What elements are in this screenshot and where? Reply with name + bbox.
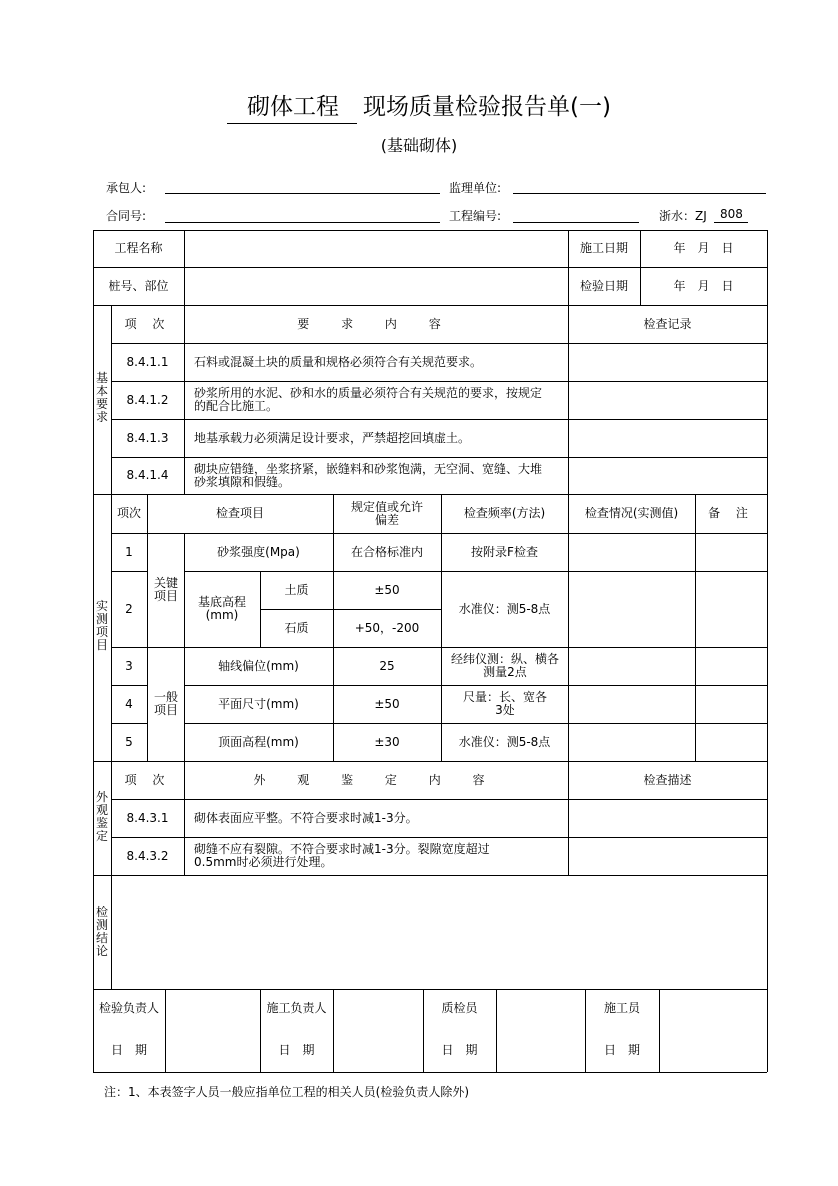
key-items-label: 关键项目: [153, 576, 178, 603]
measured-row-no: 1: [125, 544, 133, 559]
appearance-col-desc: 检查描述: [643, 772, 692, 787]
basic-row-code: 8.4.1.1: [126, 354, 169, 369]
measured-row-no: 4: [125, 696, 133, 711]
conclusion-field[interactable]: [112, 876, 766, 989]
appearance-col-item: 项 次: [124, 772, 171, 787]
measured-row-subitem: 土质: [284, 582, 309, 597]
appearance-row-text: 砌体表面应平整。不符合要求时减1-3分。: [194, 810, 418, 825]
measured-row-tolerance: 25: [379, 658, 395, 673]
measured-row-item: 平面尺寸(mm): [218, 696, 299, 711]
appearance-col-content: 外 观 鉴 定 内 容: [253, 772, 499, 787]
measured-row-item: 轴线偏位(mm): [218, 658, 299, 673]
measured-col-freq: 检查频率(方法): [463, 506, 546, 520]
measured-col-remark: 备 注: [708, 506, 754, 520]
measured-row-freq: 水准仪：测5-8点: [458, 601, 551, 616]
measured-col-result: 检查情况(实测值): [584, 506, 679, 520]
measured-row-item: 顶面高程(mm): [218, 734, 299, 749]
basic-col-content: 要 求 内 容: [297, 316, 455, 331]
inspector-date-label: 日 期: [110, 1042, 147, 1057]
basic-row-code: 8.4.1.4: [126, 468, 169, 482]
measured-row-item: 基底高程(mm): [197, 595, 246, 622]
conclusion-section-label: 检测结论: [95, 905, 108, 958]
basic-section-label: 基本要求: [95, 371, 108, 424]
measured-row-freq: 尺量：长、宽各3处: [462, 690, 547, 717]
project-name-field[interactable]: [185, 231, 568, 267]
appearance-row-code: 8.4.3.1: [126, 810, 169, 825]
measured-row-freq: 按附录F检查: [471, 544, 538, 559]
title-main: 现场质量检验报告单(一): [363, 94, 611, 120]
project-no-label: 工程编号:: [449, 209, 502, 223]
form-code-underline: [714, 222, 748, 223]
project-no-field[interactable]: [513, 222, 639, 223]
measured-row-tolerance: 在合格标准内: [350, 544, 423, 559]
general-items-label: 一般项目: [153, 690, 178, 717]
basic-col-item: 项 次: [124, 316, 171, 331]
contractor-field[interactable]: [165, 193, 440, 194]
contractor-label: 承包人:: [106, 181, 147, 195]
measured-row-no: 2: [125, 601, 133, 616]
footer-note: 注：1、本表签字人员一般应指单位工程的相关人员(检验负责人除外): [104, 1085, 470, 1099]
qc-date-label: 日 期: [441, 1042, 478, 1057]
basic-row-text: 地基承载力必须满足设计要求，严禁超挖回填虚土。: [194, 430, 471, 445]
form-code: 808: [720, 207, 743, 221]
basic-col-record: 检查记录: [643, 316, 692, 331]
appearance-row-code: 8.4.3.2: [126, 848, 169, 863]
contract-no-field[interactable]: [165, 222, 440, 223]
basic-row-text: 石料或混凝土块的质量和规格必须符合有关规范要求。: [194, 354, 483, 369]
construction-date-field[interactable]: 年 月 日: [673, 241, 734, 255]
basic-row-text: 砂浆所用的水泥、砂和水的质量必须符合有关规范的要求，按规定的配合比施工。: [194, 386, 543, 413]
measured-row-tolerance: ±50: [374, 582, 400, 597]
construction-date-label: 施工日期: [579, 241, 628, 255]
inspection-date-label: 检验日期: [579, 278, 628, 293]
measured-row-item: 砂浆强度(Mpa): [217, 544, 300, 559]
construction-lead-date-label: 日 期: [278, 1042, 315, 1057]
inspection-date-field[interactable]: 年 月 日: [673, 278, 734, 293]
measured-section-label: 实测项目: [95, 599, 108, 652]
measured-row-freq: 水准仪：测5-8点: [458, 734, 551, 749]
basic-row-code: 8.4.1.3: [126, 430, 169, 445]
pile-label: 桩号、部位: [108, 278, 169, 293]
measured-row-tolerance: +50，-200: [354, 620, 420, 635]
measured-row-no: 5: [125, 734, 133, 749]
project-type: 砌体工程: [227, 88, 357, 124]
appearance-row-text: 砌缝不应有裂隙。不符合要求时减1-3分。裂隙宽度超过0.5mm时必须进行处理。: [194, 842, 490, 869]
measured-row-no: 3: [125, 658, 133, 673]
basic-row-code: 8.4.1.2: [126, 392, 169, 407]
project-name-label: 工程名称: [114, 241, 163, 255]
measured-row-subitem: 石质: [284, 620, 309, 635]
measured-col-no: 项次: [116, 506, 141, 520]
measured-col-item: 检查项目: [215, 506, 264, 520]
form-code-label: 浙水：ZJ: [659, 209, 707, 223]
measured-row-tolerance: ±30: [374, 734, 400, 749]
worker-date-label: 日 期: [603, 1042, 640, 1057]
pile-field[interactable]: [185, 268, 568, 305]
contract-no-label: 合同号:: [106, 209, 147, 223]
page-title: [0, 88, 838, 124]
page-subtitle: (基础砌体): [380, 136, 458, 155]
inspector-label: 检验负责人: [98, 1000, 159, 1015]
measured-row-tolerance: ±50: [374, 696, 400, 711]
supervisor-label: 监理单位:: [449, 181, 502, 195]
qc-label: 质检员: [441, 1000, 478, 1015]
measured-col-tolerance: 规定值或允许偏差: [350, 499, 423, 527]
measured-row-freq: 经纬仪测：纵、横各测量2点: [450, 652, 559, 679]
basic-row-text: 砌块应错缝，坐浆挤紧，嵌缝料和砂浆饱满，无空洞、宽缝、大堆砂浆填隙和假缝。: [194, 461, 543, 489]
worker-label: 施工员: [603, 1000, 640, 1015]
construction-lead-label: 施工负责人: [266, 1000, 327, 1015]
supervisor-field[interactable]: [513, 193, 766, 194]
appearance-section-label: 外观鉴定: [95, 790, 108, 843]
